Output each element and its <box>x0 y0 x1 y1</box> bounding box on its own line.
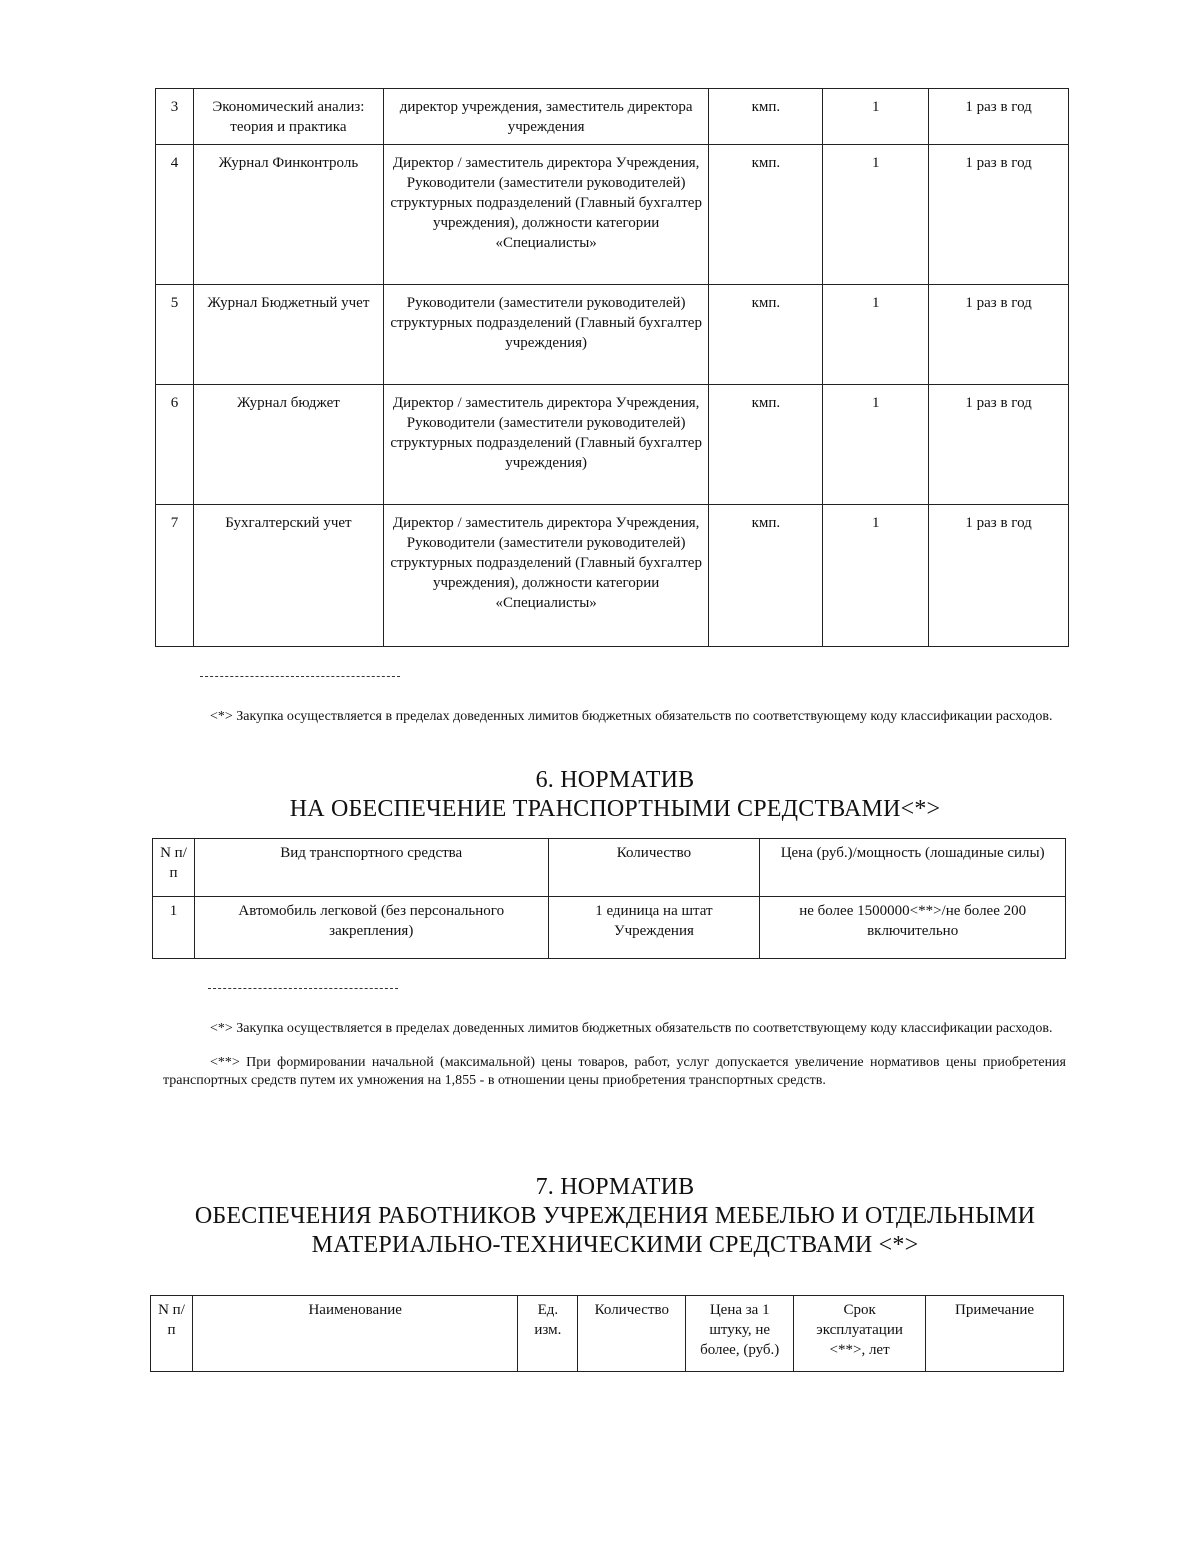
footnote-text: <**> При формировании начальной (максимальной) цены товаров, работ, услуг допускается увеличение нормативов цены приобретения транспортных средств путем их умножения на 1,855 - в отношении цены приобретения транспортных средств. <box>163 1055 1066 1088</box>
journal-name: Экономический анализ: теория и практика <box>193 89 383 145</box>
table-row <box>156 145 1069 285</box>
header-vehicle-type: Вид транспортного средства <box>194 839 548 897</box>
unit: кмп. <box>709 285 823 385</box>
table-row <box>156 89 1069 145</box>
period: 1 раз в год <box>929 385 1069 505</box>
section-subtitle: НА ОБЕСПЕЧЕНИЕ ТРАНСПОРТНЫМИ СРЕДСТВАМИ<*> <box>289 796 941 822</box>
vehicle-type: Автомобиль легковой (без персонального закрепления) <box>194 897 548 959</box>
row-number: 6 <box>156 385 194 505</box>
table-row <box>153 897 1066 959</box>
vehicle-price: не более 1500000<**>/не более 200 включительно <box>760 897 1066 959</box>
row-number: 1 <box>153 897 195 959</box>
table-header-row <box>151 1296 1064 1372</box>
table-row <box>156 385 1069 505</box>
period: 1 раз в год <box>929 89 1069 145</box>
row-number: 4 <box>156 145 194 285</box>
header-price: Цена за 1 штуку, не более, (руб.) <box>686 1296 794 1372</box>
table-header-row <box>153 839 1066 897</box>
header-name: Наименование <box>192 1296 517 1372</box>
footnotes <box>163 1020 1066 1090</box>
section-subtitle: ОБЕСПЕЧЕНИЯ РАБОТНИКОВ УЧРЕЖДЕНИЯ МЕБЕЛЬЮ И ОТДЕЛЬНЫМИ <box>194 1203 1036 1229</box>
quantity: 1 <box>823 89 929 145</box>
footnote-text: <*> Закупка осуществляется в пределах доведенных лимитов бюджетных обязательств по соответствующему коду классификации расходов. <box>210 1021 1053 1036</box>
quantity: 1 <box>823 505 929 647</box>
journal-name: Журнал Бюджетный учет <box>193 285 383 385</box>
transport-table <box>152 838 1066 959</box>
positions: Директор / заместитель директора Учреждения, Руководители (заместители руководителей) структурных подразделений (Главный бухгалтер учреждения), должности категории «Специалисты» <box>383 505 709 647</box>
unit: кмп. <box>709 505 823 647</box>
table-row <box>156 505 1069 647</box>
unit: кмп. <box>709 89 823 145</box>
unit: кмп. <box>709 385 823 505</box>
journal-name: Бухгалтерский учет <box>193 505 383 647</box>
row-number: 7 <box>156 505 194 647</box>
journal-name: Журнал Финконтроль <box>193 145 383 285</box>
footnote-divider <box>200 676 400 677</box>
footnote-text: <*> Закупка осуществляется в пределах доведенных лимитов бюджетных обязательств по соответствующему коду классификации расходов. <box>210 709 1053 724</box>
periodicals-table <box>155 88 1069 647</box>
journal-name: Журнал бюджет <box>193 385 383 505</box>
section-title: 7. НОРМАТИВ <box>535 1174 695 1200</box>
furniture-table <box>150 1295 1064 1372</box>
header-note: Примечание <box>926 1296 1064 1372</box>
section-subtitle: МАТЕРИАЛЬНО-ТЕХНИЧЕСКИМИ СРЕДСТВАМИ <*> <box>311 1232 919 1258</box>
positions: Директор / заместитель директора Учреждения, Руководители (заместители руководителей) структурных подразделений (Главный бухгалтер учреждения) <box>383 385 709 505</box>
header-unit: Ед. изм. <box>518 1296 578 1372</box>
header-term: Срок эксплуатации <**>, лет <box>794 1296 926 1372</box>
header-quantity: Количество <box>548 839 760 897</box>
quantity: 1 <box>823 285 929 385</box>
period: 1 раз в год <box>929 505 1069 647</box>
section-7-heading <box>120 1173 1110 1260</box>
table-row <box>156 285 1069 385</box>
header-quantity: Количество <box>578 1296 686 1372</box>
unit: кмп. <box>709 145 823 285</box>
quantity: 1 <box>823 145 929 285</box>
section-6-heading <box>120 766 1110 824</box>
positions: Директор / заместитель директора Учреждения, Руководители (заместители руководителей) структурных подразделений (Главный бухгалтер учреждения), должности категории «Специалисты» <box>383 145 709 285</box>
header-price: Цена (руб.)/мощность (лошадиные силы) <box>760 839 1066 897</box>
positions: директор учреждения, заместитель директора учреждения <box>383 89 709 145</box>
positions: Руководители (заместители руководителей) структурных подразделений (Главный бухгалтер учреждения) <box>383 285 709 385</box>
vehicle-quantity: 1 единица на штат Учреждения <box>548 897 760 959</box>
section-title: 6. НОРМАТИВ <box>535 767 695 793</box>
header-number: N п/п <box>153 839 195 897</box>
period: 1 раз в год <box>929 145 1069 285</box>
footnote <box>163 708 1066 726</box>
period: 1 раз в год <box>929 285 1069 385</box>
footnote-divider <box>208 988 398 989</box>
row-number: 3 <box>156 89 194 145</box>
quantity: 1 <box>823 385 929 505</box>
header-number: N п/п <box>151 1296 193 1372</box>
row-number: 5 <box>156 285 194 385</box>
